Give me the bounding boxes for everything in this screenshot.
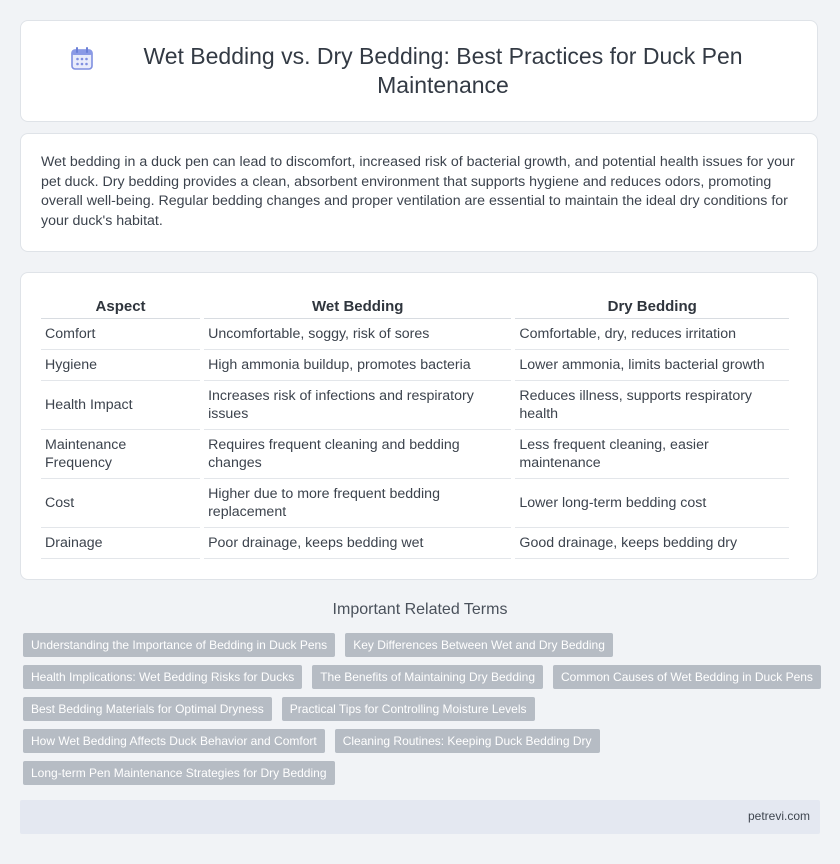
related-terms-tags [23, 633, 823, 793]
table-cell: Cost [41, 479, 200, 528]
table-cell: Increases risk of infections and respiratory issues [204, 381, 511, 430]
intro-text: Wet bedding in a duck pen can lead to discomfort, increased risk of bacterial growth, and potential health issues for your pet duck. Dry bedding provides a clean, absorbent environment that supports hygiene and reduces odors, promoting overall well-being. Regular bedding changes and proper ventilation are essential to maintain the ideal dry conditions for your duck's habitat. [41, 154, 795, 229]
table-cell: Higher due to more frequent bedding replacement [204, 479, 511, 528]
table-row [41, 350, 789, 381]
table-cell: Good drainage, keeps bedding dry [515, 528, 789, 559]
table-row [41, 528, 789, 559]
table-cell: Comfort [41, 319, 200, 350]
footer-domain-link[interactable]: petrevi.com [747, 809, 810, 823]
header-dry-bedding: Dry Bedding [515, 295, 789, 319]
calendar-icon [69, 46, 95, 72]
related-term-tag[interactable]: How Wet Bedding Affects Duck Behavior and Comfort [23, 729, 325, 753]
tag-row [23, 729, 823, 753]
comparison-table [37, 295, 793, 559]
related-term-tag[interactable]: Key Differences Between Wet and Dry Bedding [345, 633, 613, 657]
table-cell: Requires frequent cleaning and bedding changes [204, 430, 511, 479]
table-cell: Hygiene [41, 350, 200, 381]
header-aspect: Aspect [41, 295, 200, 319]
comparison-table-card [20, 272, 818, 580]
table-row [41, 319, 789, 350]
table-row [41, 430, 789, 479]
intro-card [20, 133, 818, 252]
page-title: Wet Bedding vs. Dry Bedding: Best Practices for Duck Pen Maintenance [143, 43, 743, 98]
related-term-tag[interactable]: Health Implications: Wet Bedding Risks for Ducks [23, 665, 302, 689]
related-term-tag[interactable]: The Benefits of Maintaining Dry Bedding [312, 665, 543, 689]
tag-row [23, 633, 823, 657]
related-term-tag[interactable]: Practical Tips for Controlling Moisture Levels [282, 697, 535, 721]
table-cell: Less frequent cleaning, easier maintenance [515, 430, 789, 479]
table-row [41, 381, 789, 430]
title-card [20, 20, 818, 122]
table-cell: Drainage [41, 528, 200, 559]
related-term-tag[interactable]: Understanding the Importance of Bedding in Duck Pens [23, 633, 335, 657]
table-cell: High ammonia buildup, promotes bacteria [204, 350, 511, 381]
related-term-tag[interactable]: Common Causes of Wet Bedding in Duck Pens [553, 665, 821, 689]
table-row [41, 479, 789, 528]
related-term-tag[interactable]: Cleaning Routines: Keeping Duck Bedding Dry [335, 729, 600, 753]
table-header-row [41, 295, 789, 319]
table-cell: Reduces illness, supports respiratory health [515, 381, 789, 430]
table-cell: Maintenance Frequency [41, 430, 200, 479]
related-term-tag[interactable]: Long-term Pen Maintenance Strategies for Dry Bedding [23, 761, 335, 785]
related-term-tag[interactable]: Best Bedding Materials for Optimal Dryness [23, 697, 272, 721]
tag-row [23, 697, 823, 721]
table-cell: Lower long-term bedding cost [515, 479, 789, 528]
table-cell: Poor drainage, keeps bedding wet [204, 528, 511, 559]
table-cell: Health Impact [41, 381, 200, 430]
footer [20, 800, 820, 834]
tag-row [23, 761, 823, 785]
header-wet-bedding: Wet Bedding [204, 295, 511, 319]
related-terms-heading: Important Related Terms [332, 601, 508, 618]
title-wrap [69, 42, 769, 100]
tag-row [23, 665, 823, 689]
table-cell: Lower ammonia, limits bacterial growth [515, 350, 789, 381]
table-cell: Uncomfortable, soggy, risk of sores [204, 319, 511, 350]
table-cell: Comfortable, dry, reduces irritation [515, 319, 789, 350]
